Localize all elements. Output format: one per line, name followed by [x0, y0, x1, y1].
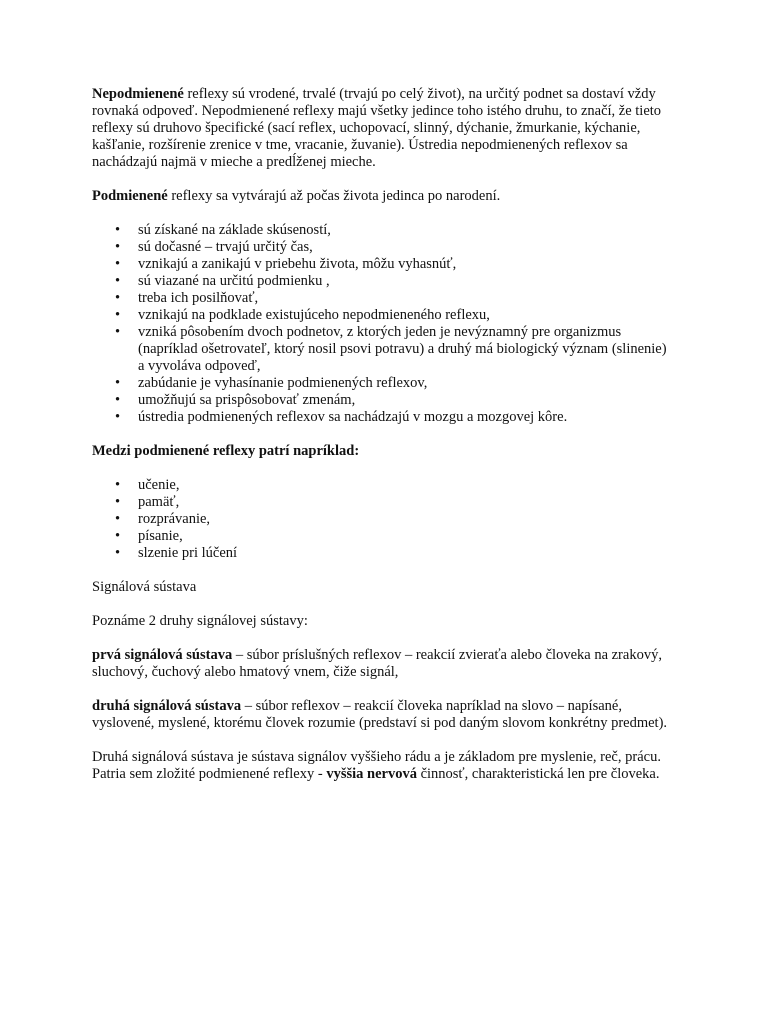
document-page: [92, 86, 672, 783]
list-item-text: učenie,: [138, 477, 180, 493]
term-conditioned: Podmienené: [92, 188, 168, 204]
term-unconditioned: Nepodmienené: [92, 86, 184, 102]
list-item: [92, 545, 672, 562]
examples-heading: Medzi podmienené reflexy patrí napríklad:: [92, 443, 360, 459]
list-item-text: vzniká pôsobením dvoch podnetov, z ktorých jeden je nevýznamný pre organizmus (napríklad ošetrovateľ, ktorý nosil psovi potravu) a druhý má biologický význam (slinenie) a vyvoláva odpoveď,: [138, 324, 667, 374]
list-item-text: sú dočasné – trvajú určitý čas,: [138, 239, 313, 255]
list-item: [92, 409, 672, 426]
bullet: •: [115, 392, 121, 408]
term-first-signal-system: prvá signálová sústava: [92, 647, 233, 663]
list-item: [92, 477, 672, 494]
list-item-text: vznikajú a zanikajú v priebehu života, môžu vyhasnúť,: [138, 256, 457, 272]
paragraph-unconditioned-reflexes: [92, 86, 672, 171]
paragraph-first-signal-system-text: – súbor príslušných reflexov – reakcií zvieraťa alebo človeka na zrakový, sluchový, čuchový alebo hmatový vnem, čiže signál,: [92, 647, 662, 680]
bullet: •: [115, 222, 121, 238]
list-item: [92, 273, 672, 290]
bullet: •: [115, 409, 121, 425]
list-item-text: treba ich posilňovať,: [138, 290, 259, 306]
bullet: •: [115, 273, 121, 289]
paragraph-unconditioned-text: reflexy sú vrodené, trvalé (trvajú po celý život), na určitý podnet sa dostaví vždy rovnaká odpoveď. Nepodmienené reflexy majú všetky jedince toho istého druhu, to značí, že tieto reflexy sú druhovo špecifické (sací reflex, uchopovací, slinný, dýchanie, žmurkanie, kýchanie, kašľanie, rozšírenie zrenice v tme, vracanie, žuvanie). Ústredia nepodmienených reflexov sa nachádzajú najmä v mieche a predĺženej mieche.: [92, 86, 662, 170]
term-higher-nervous-activity: vyššia nervová: [326, 766, 417, 782]
list-item: [92, 239, 672, 256]
list-item-text: ústredia podmienených reflexov sa nachádzajú v mozgu a mozgovej kôre.: [138, 409, 568, 425]
bullet: •: [115, 528, 121, 544]
paragraph-conditioned-text: reflexy sa vytvárajú až počas života jedinca po narodení.: [167, 188, 501, 204]
bullet: •: [115, 290, 121, 306]
list-item-text: sú získané na základe skúseností,: [138, 222, 331, 238]
conditioned-reflex-properties-list: [92, 222, 672, 426]
list-item: [92, 494, 672, 511]
paragraph-first-signal-system: [92, 647, 672, 681]
list-item-text: zabúdanie je vyhasínanie podmienených reflexov,: [138, 375, 428, 391]
bullet: •: [115, 324, 121, 340]
list-item: [92, 528, 672, 545]
list-item-text: pamäť,: [138, 494, 180, 510]
paragraph-closing-text-before: Druhá signálová sústava je sústava signálov vyššieho rádu a je základom pre myslenie, reč, prácu. Patria sem zložité podmienené reflexy -: [92, 749, 661, 782]
list-item: [92, 511, 672, 528]
bullet: •: [115, 494, 121, 510]
conditioned-reflex-examples-list: [92, 477, 672, 562]
paragraph-closing-text-after: činnosť, charakteristická len pre človeka.: [416, 766, 660, 782]
list-item: [92, 375, 672, 392]
paragraph-closing: [92, 749, 672, 783]
list-item: [92, 256, 672, 273]
list-item-text: vznikajú na podklade existujúceho nepodmieneného reflexu,: [138, 307, 490, 323]
paragraph-second-signal-system: [92, 698, 672, 732]
bullet: •: [115, 511, 121, 527]
paragraph-conditioned-reflexes: [92, 188, 672, 205]
list-item-text: rozprávanie,: [138, 511, 211, 527]
bullet: •: [115, 239, 121, 255]
section-title: Signálová sústava: [92, 579, 197, 595]
bullet: •: [115, 375, 121, 391]
bullet: •: [115, 477, 121, 493]
bullet: •: [115, 256, 121, 272]
intro-paragraph: Poznáme 2 druhy signálovej sústavy:: [92, 613, 308, 629]
bullet: •: [115, 545, 121, 561]
list-item: [92, 392, 672, 409]
list-item: [92, 290, 672, 307]
list-item-text: písanie,: [138, 528, 183, 544]
list-item-text: umožňujú sa prispôsobovať zmenám,: [138, 392, 356, 408]
list-item: [92, 307, 672, 324]
paragraph-second-signal-system-text: – súbor reflexov – reakcií človeka napríklad na slovo – napísané, vyslovené, myslené, ktorému človek rozumie (predstaví si pod daným slovom konkrétny predmet).: [92, 698, 668, 731]
list-item: [92, 324, 672, 375]
term-second-signal-system: druhá signálová sústava: [92, 698, 242, 714]
list-item-text: sú viazané na určitú podmienku ,: [138, 273, 330, 289]
bullet: •: [115, 307, 121, 323]
list-item: [92, 222, 672, 239]
list-item-text: slzenie pri lúčení: [138, 545, 238, 561]
